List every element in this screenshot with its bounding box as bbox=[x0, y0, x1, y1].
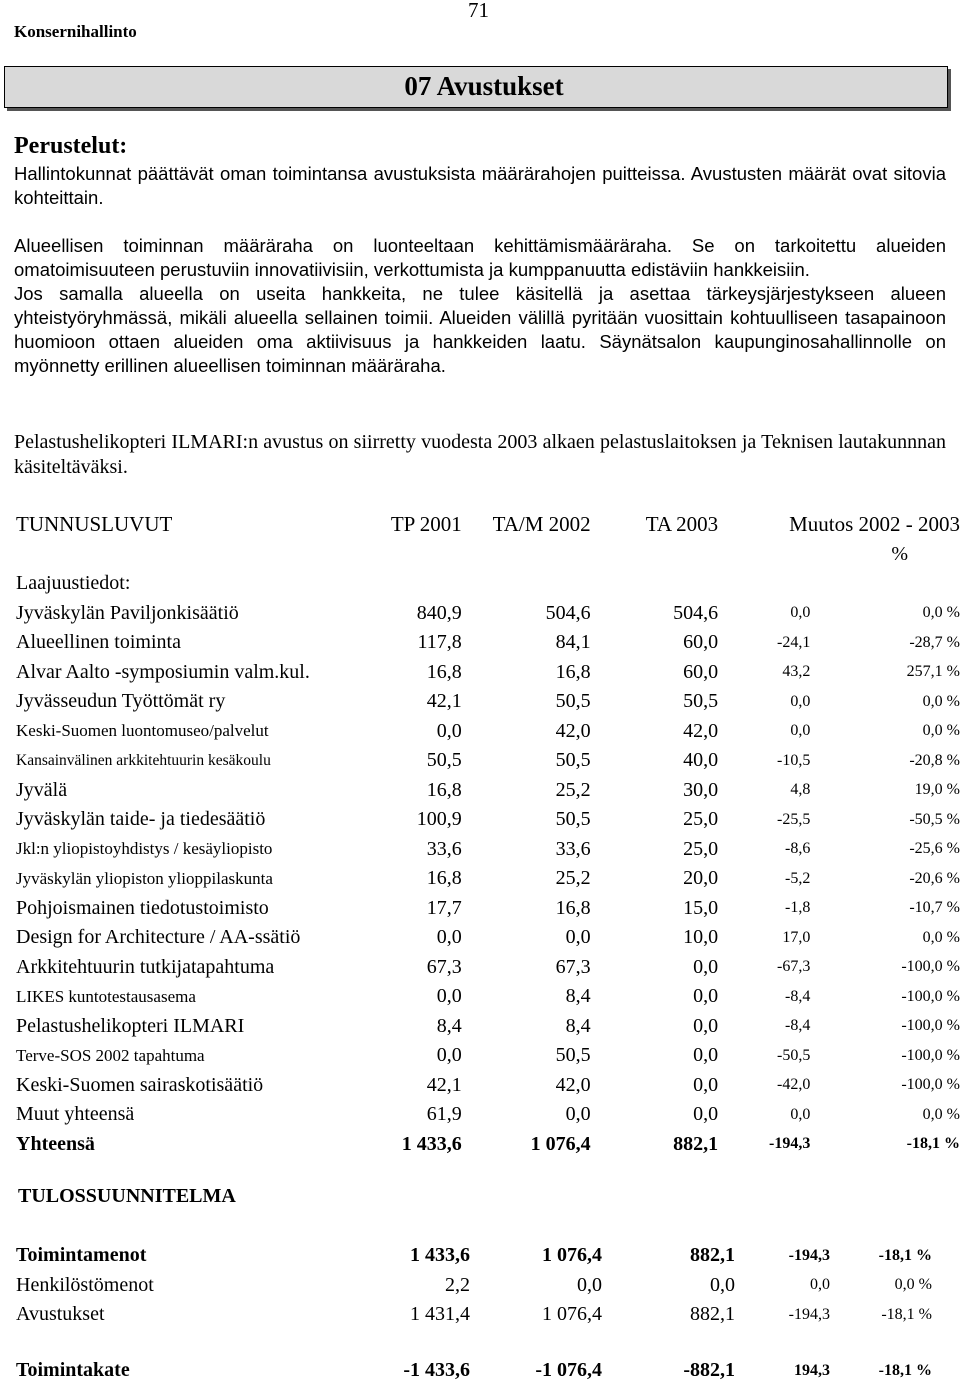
column-header: TA/M 2002 bbox=[492, 512, 591, 537]
row-label: Jyvässeudun Työttömät ry bbox=[16, 690, 226, 713]
cell-value: -42,0 bbox=[777, 1076, 811, 1094]
table-row bbox=[16, 894, 960, 924]
cell-value: 1 431,4 bbox=[410, 1303, 470, 1326]
table-row bbox=[16, 805, 960, 835]
cell-value: 0,0 bbox=[436, 926, 462, 949]
cell-value: 882,1 bbox=[690, 1244, 735, 1267]
cell-value: 8,4 bbox=[436, 1014, 462, 1037]
tulossuunnitelma-heading: TULOSSUUNNITELMA bbox=[18, 1185, 236, 1207]
cell-value: 0,0 bbox=[565, 1103, 591, 1126]
cell-value: 8,4 bbox=[565, 985, 591, 1008]
cell-value: 2,2 bbox=[445, 1273, 470, 1296]
cell-value: 0,0 bbox=[436, 985, 462, 1008]
cell-value: 67,3 bbox=[426, 955, 462, 978]
cell-value: -100,0 % bbox=[901, 1017, 960, 1035]
cell-value: 4,8 bbox=[790, 781, 811, 799]
row-label: Alvar Aalto -symposiumin valm.kul. bbox=[16, 660, 310, 683]
cell-value: 0,0 bbox=[790, 604, 811, 622]
table-row bbox=[16, 746, 960, 776]
perustelut-paragraph-4: Pelastushelikopteri ILMARI:n avustus on siirretty vuodesta 2003 alkaen pelastuslaitoksen ja Teknisen lautakunnnan käsiteltäväksi. bbox=[14, 431, 946, 478]
cell-value: 16,8 bbox=[555, 896, 591, 919]
row-label: Avustukset bbox=[16, 1303, 105, 1326]
cell-value: 42,1 bbox=[426, 690, 462, 713]
cell-value: 16,8 bbox=[555, 660, 591, 683]
cell-value: 25,0 bbox=[683, 837, 719, 860]
cell-value: 17,7 bbox=[426, 896, 462, 919]
cell-value: 60,0 bbox=[683, 631, 719, 654]
row-label: Jyväskylän Paviljonkisäätiö bbox=[16, 601, 239, 624]
cell-value: 25,2 bbox=[555, 778, 591, 801]
cell-value: -100,0 % bbox=[901, 987, 960, 1005]
row-label: Pohjoismainen tiedotustoimisto bbox=[16, 896, 269, 919]
table-row bbox=[16, 1100, 960, 1130]
cell-value: 16,8 bbox=[426, 867, 462, 890]
row-label: Henkilöstömenot bbox=[16, 1273, 154, 1296]
cell-value: 1 433,6 bbox=[410, 1244, 470, 1267]
cell-value: 882,1 bbox=[673, 1132, 719, 1155]
cell-value: -882,1 bbox=[683, 1359, 735, 1382]
table-row bbox=[16, 658, 960, 688]
cell-value: -8,6 bbox=[785, 840, 811, 858]
tunnusluvut-heading: TUNNUSLUVUT bbox=[16, 512, 173, 537]
table-row bbox=[16, 1300, 932, 1330]
cell-value: -25,6 % bbox=[909, 840, 960, 858]
cell-value: 1 076,4 bbox=[530, 1132, 591, 1155]
row-label: Design for Architecture / AA-ssätiö bbox=[16, 926, 301, 949]
total-row bbox=[16, 1130, 960, 1160]
cell-value: 25,0 bbox=[683, 808, 719, 831]
cell-value: 8,4 bbox=[565, 1014, 591, 1037]
section-title-box bbox=[4, 66, 948, 108]
cell-value: -1 433,6 bbox=[403, 1359, 470, 1382]
perustelut-paragraph-2: Alueellisen toiminnan määräraha on luonteeltaan kehittämismääräraha. Se on tarkoitettu alueiden omatoimisuuteen perustuviin innovatiivisiin, verkottumista ja kumppanuutta edistäviin hankkeisiin. bbox=[14, 235, 946, 280]
row-label: Jkl:n yliopistoyhdistys / kesäyliopisto bbox=[16, 839, 273, 859]
cell-value: 1 076,4 bbox=[542, 1244, 602, 1267]
cell-value: 16,8 bbox=[426, 660, 462, 683]
cell-value: -25,5 bbox=[777, 810, 811, 828]
cell-value: 0,0 bbox=[693, 1103, 719, 1126]
cell-value: 42,0 bbox=[555, 1073, 591, 1096]
cell-value: 60,0 bbox=[683, 660, 719, 683]
cell-value: 33,6 bbox=[426, 837, 462, 860]
cell-value: 42,1 bbox=[426, 1073, 462, 1096]
cell-value: 117,8 bbox=[417, 631, 462, 654]
cell-value: 257,1 % bbox=[906, 663, 960, 681]
tunnusluvut-header-row bbox=[16, 510, 960, 540]
cell-value: 0,0 bbox=[436, 719, 462, 742]
cell-value: 0,0 % bbox=[922, 692, 960, 710]
cell-value: 0,0 bbox=[790, 722, 811, 740]
row-label: Arkkitehtuurin tutkijatapahtuma bbox=[16, 955, 275, 978]
cell-value: -8,4 bbox=[785, 987, 811, 1005]
section-title: 07 Avustukset bbox=[404, 71, 564, 101]
perustelut-paragraph-3: Jos samalla alueella on useita hankkeita, ne tulee käsitellä ja asettaa tärkeysjärjestykseen alueen yhteistyöryhmässä, mikäli alueella sellainen toimii. Alueiden välillä pyritään vuosittain kohtuulliseen tasapainoon huomioon ottaen alueiden oma aktiivisuus ja hankkeiden laatu. Säynätsalon kaupunginosahallinnolle on myönnetty erillinen alueellisen toiminnan määräraha. bbox=[14, 283, 946, 376]
cell-value: -10,7 % bbox=[909, 899, 960, 917]
table-row bbox=[16, 599, 960, 629]
row-label: Toimintakate bbox=[16, 1359, 130, 1382]
cell-value: -194,3 bbox=[769, 1135, 811, 1153]
cell-value: 882,1 bbox=[690, 1303, 735, 1326]
row-label: Keski-Suomen luontomuseo/palvelut bbox=[16, 721, 269, 741]
cell-value: -28,7 % bbox=[909, 633, 960, 651]
cell-value: 0,0 bbox=[693, 1073, 719, 1096]
cell-value: 50,5 bbox=[426, 749, 462, 772]
table-row bbox=[16, 982, 960, 1012]
cell-value: 40,0 bbox=[683, 749, 719, 772]
row-label: Toimintamenot bbox=[16, 1244, 147, 1267]
cell-value: 0,0 % bbox=[922, 604, 960, 622]
table-row bbox=[16, 1241, 932, 1271]
cell-value: 0,0 bbox=[577, 1273, 602, 1296]
cell-value: 17,0 bbox=[782, 928, 811, 946]
row-label: Keski-Suomen sairaskotisäätiö bbox=[16, 1073, 264, 1096]
cell-value: 19,0 % bbox=[914, 781, 960, 799]
cell-value: 50,5 bbox=[555, 690, 591, 713]
tunnusluvut-header-row-2 bbox=[16, 540, 960, 570]
table-row bbox=[16, 1271, 932, 1301]
cell-value: 0,0 bbox=[790, 1105, 811, 1123]
cell-value: -100,0 % bbox=[901, 1076, 960, 1094]
table-row bbox=[16, 717, 960, 747]
cell-value: -100,0 % bbox=[901, 958, 960, 976]
cell-value: 1 076,4 bbox=[542, 1303, 602, 1326]
cell-value: 0,0 bbox=[810, 1276, 830, 1294]
cell-value: 840,9 bbox=[416, 601, 462, 624]
table-row bbox=[16, 953, 960, 983]
cell-value: 0,0 bbox=[710, 1273, 735, 1296]
cell-value: 61,9 bbox=[426, 1103, 462, 1126]
cell-value: 100,9 bbox=[416, 808, 462, 831]
cell-value: 50,5 bbox=[683, 690, 719, 713]
cell-value: 504,6 bbox=[545, 601, 591, 624]
laajuustiedot-row bbox=[16, 569, 960, 599]
column-header: TA 2003 bbox=[645, 512, 719, 537]
cell-value: 0,0 bbox=[693, 1044, 719, 1067]
cell-value: 42,0 bbox=[555, 719, 591, 742]
cell-value: 15,0 bbox=[683, 896, 719, 919]
cell-value: -20,6 % bbox=[909, 869, 960, 887]
cell-value: 1 433,6 bbox=[401, 1132, 462, 1155]
table-row bbox=[16, 1041, 960, 1071]
cell-value: 504,6 bbox=[673, 601, 719, 624]
cell-value: 50,5 bbox=[555, 1044, 591, 1067]
cell-value: -194,3 bbox=[788, 1246, 830, 1264]
cell-value: 194,3 bbox=[794, 1361, 830, 1379]
cell-value: -20,8 % bbox=[909, 751, 960, 769]
cell-value: 30,0 bbox=[683, 778, 719, 801]
department-name: Konsernihallinto bbox=[14, 22, 137, 41]
cell-value: -1,8 bbox=[785, 899, 811, 917]
cell-value: -67,3 bbox=[777, 958, 811, 976]
cell-value: -50,5 % bbox=[909, 810, 960, 828]
table-row bbox=[16, 835, 960, 865]
row-label: Pelastushelikopteri ILMARI bbox=[16, 1014, 245, 1037]
cell-value: -194,3 bbox=[788, 1305, 830, 1323]
cell-value: -5,2 bbox=[785, 869, 811, 887]
cell-value: 0,0 bbox=[693, 955, 719, 978]
cell-value: -18,1 % bbox=[878, 1361, 932, 1379]
cell-value: -18,1 % bbox=[881, 1305, 932, 1323]
column-header: TP 2001 bbox=[390, 512, 462, 537]
table-row bbox=[16, 1012, 960, 1042]
cell-value: -18,1 % bbox=[878, 1246, 932, 1264]
cell-value: 43,2 bbox=[782, 663, 811, 681]
table-row bbox=[16, 923, 960, 953]
cell-value: 33,6 bbox=[555, 837, 591, 860]
cell-value: 50,5 bbox=[555, 749, 591, 772]
row-label: Kansainvälinen arkkitehtuurin kesäkoulu bbox=[16, 751, 271, 769]
cell-value: -18,1 % bbox=[906, 1135, 960, 1153]
tulossuunnitelma-table bbox=[16, 1241, 932, 1330]
cell-value: 0,0 bbox=[693, 1014, 719, 1037]
cell-value: -100,0 % bbox=[901, 1046, 960, 1064]
column-header: Muutos 2002 - 2003 bbox=[789, 512, 960, 537]
column-header: % bbox=[891, 542, 908, 565]
cell-value: 0,0 bbox=[790, 692, 811, 710]
table-row bbox=[16, 776, 960, 806]
table-row bbox=[16, 687, 960, 717]
row-label: Muut yhteensä bbox=[16, 1103, 135, 1126]
cell-value: 20,0 bbox=[683, 867, 719, 890]
cell-value: -50,5 bbox=[777, 1046, 811, 1064]
table-row bbox=[16, 864, 960, 894]
cell-value: 0,0 % bbox=[922, 1105, 960, 1123]
row-label: Yhteensä bbox=[16, 1132, 95, 1155]
cell-value: -24,1 bbox=[777, 633, 811, 651]
table-row bbox=[16, 628, 960, 658]
cell-value: 0,0 bbox=[436, 1044, 462, 1067]
cell-value: 0,0 % bbox=[922, 928, 960, 946]
cell-value: 0,0 bbox=[693, 985, 719, 1008]
cell-value: 0,0 bbox=[565, 926, 591, 949]
section-label: Laajuustiedot: bbox=[16, 572, 131, 595]
cell-value: 42,0 bbox=[683, 719, 719, 742]
cell-value: -8,4 bbox=[785, 1017, 811, 1035]
toimintakate-table bbox=[16, 1356, 932, 1386]
tunnusluvut-table bbox=[16, 510, 960, 1159]
cell-value: 10,0 bbox=[683, 926, 719, 949]
cell-value: 16,8 bbox=[426, 778, 462, 801]
row-label: Jyväskylän yliopiston ylioppilaskunta bbox=[16, 868, 273, 888]
perustelut-heading: Perustelut: bbox=[14, 133, 128, 159]
perustelut-paragraph-1: Hallintokunnat päättävät oman toimintansa avustuksista määrärahojen puitteissa. Avustusten määrät ovat sitovia kohteittain. bbox=[14, 163, 946, 208]
cell-value: 25,2 bbox=[555, 867, 591, 890]
cell-value: -1 076,4 bbox=[535, 1359, 602, 1382]
toimintakate-row bbox=[16, 1356, 932, 1386]
row-label: LIKES kuntotestausasema bbox=[16, 986, 196, 1006]
table-row bbox=[16, 1071, 960, 1101]
row-label: Alueellinen toiminta bbox=[16, 631, 181, 654]
page-number: 71 bbox=[468, 0, 489, 22]
cell-value: 0,0 % bbox=[894, 1276, 932, 1294]
row-label: Jyväskylän taide- ja tiedesäätiö bbox=[16, 808, 266, 831]
row-label: Jyvälä bbox=[16, 778, 68, 801]
cell-value: 67,3 bbox=[555, 955, 591, 978]
cell-value: -10,5 bbox=[777, 751, 811, 769]
cell-value: 0,0 % bbox=[922, 722, 960, 740]
row-label: Terve-SOS 2002 tapahtuma bbox=[16, 1045, 205, 1065]
cell-value: 84,1 bbox=[555, 631, 591, 654]
cell-value: 50,5 bbox=[555, 808, 591, 831]
